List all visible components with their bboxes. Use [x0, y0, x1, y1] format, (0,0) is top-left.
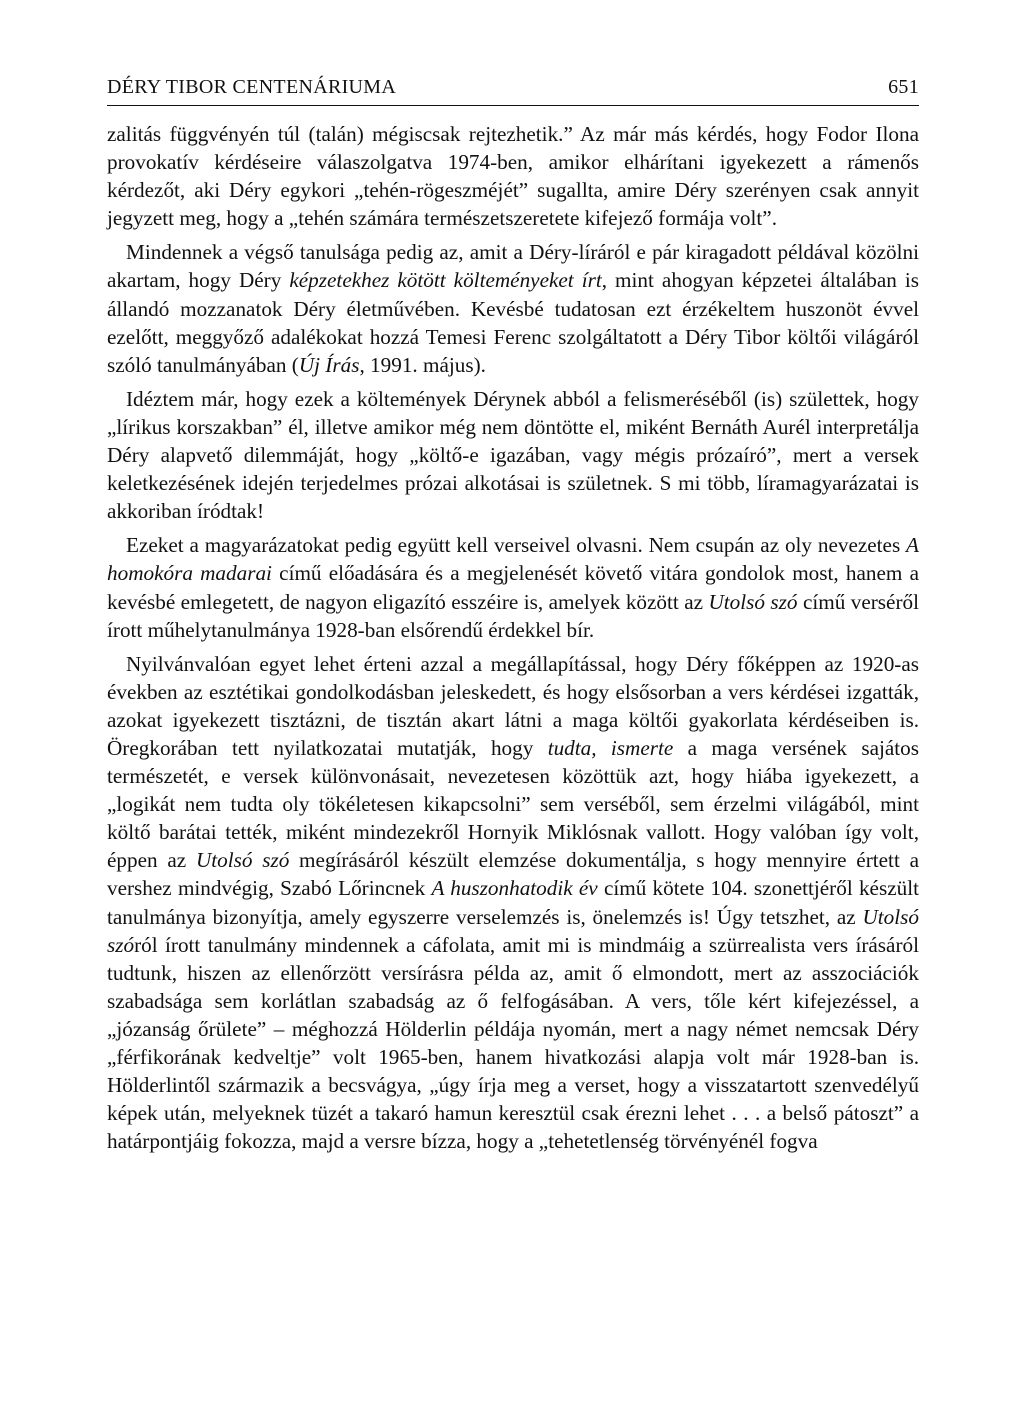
- italic-run: Utolsó szó: [708, 589, 798, 614]
- italic-run: képzetekhez kötött költeményeket írt: [289, 268, 602, 293]
- italic-run: A homokóra madarai: [107, 533, 919, 586]
- italic-run: Utolsó szó: [195, 848, 290, 873]
- body-text: [107, 120, 919, 1155]
- text-run: megírásáról készült elemzése dokumentálja, s hogy mennyire értett a vershez mindvégig, Szabó Lőrincnek: [107, 848, 919, 901]
- paragraph: [107, 385, 919, 525]
- text-run: , 1991. május).: [359, 352, 486, 377]
- running-title: DÉRY TIBOR CENTENÁRIUMA: [107, 76, 397, 98]
- italic-run: Új Írás: [298, 352, 360, 377]
- page-number: 651: [888, 76, 919, 98]
- text-run: Mindennek a végső tanulsága pedig az, amit a Déry-líráról e pár kiragadott példával közölni akartam, hogy Déry: [107, 240, 919, 293]
- italic-run: A huszonhatodik év: [431, 876, 598, 901]
- italic-run: tudta, ismerte: [547, 735, 674, 760]
- paragraph: [107, 120, 919, 232]
- running-header: [107, 76, 919, 106]
- document-page: [107, 76, 919, 1161]
- text-run: című előadására és a megjelenését követő vitára gondolok most, hanem a kevésbé emlegetett, de nagyon eligazító esszéire is, amelyek között az: [107, 561, 920, 614]
- paragraph: [107, 238, 919, 378]
- text-run: című verséről írott műhelytanulmánya 1928-ban elsőrendű érdekkel bír.: [107, 589, 919, 642]
- text-run: című kötete 104. szonettjéről készült tanulmánya bizonyítja, amely egyszerre verselemzés is, önelemzés is! Úgy tetszhet, az: [107, 876, 919, 929]
- paragraph: [107, 650, 919, 1156]
- text-run: ról írott tanulmány mindennek a cáfolata, amit mi is mindmáig a szürrealista vers írásáról tudtunk, hiszen az ellenőrzött versírásra példa az, amit ő elmondott, mert az asszociációk szabadsága sem korlátlan szabadság az ő felfogásában. A vers, tőle kért kifejezéssel, a „józanság őrülete” – méghozzá Hölderlin példája nyomán, mert a nagy német nemcsak Déry „férfikorának kedveltje” volt 1965-ben, hanem hivatkozási alapja volt már 1928-ban is. Hölderlintől származik a becsvágya, „úgy írja meg a verset, hogy a visszatartott szenvedélyű képek után, melyeknek tüzét a takaró hamun keresztül csak érezni lehet . . . a belső pátoszt” a határpontjáig fokozza, majd a versre bízza, hogy a „tehetetlenség törvényénél fogva: [107, 932, 919, 1154]
- italic-run: Utolsó szó: [107, 904, 919, 957]
- paragraph: [107, 531, 919, 643]
- text-run: a maga versének sajátos természetét, e versek különvonásait, nevezetesen közöttük azt, hogy hiába igyekezett, a „logikát nem tudta oly tökéletesen kikapcsolni” sem verséből, sem érzelmi világából, mint költő barátai tették, miként mindezekről Hornyik Miklósnak vallott. Hogy valóban így volt, éppen az: [107, 735, 919, 873]
- text-run: , mint ahogyan képzetei általában is állandó mozzanatok Déry életművében. Kevésbé tudatosan ezt érzékeltem huszonöt évvel ezelőtt, meggyőző adalékokat hozzá Temesi Ferenc szolgáltatott a Déry Tibor költői világáról szóló tanulmányában (: [107, 268, 919, 377]
- text-run: zalitás függvényén túl (talán) mégiscsak rejtezhetik.” Az már más kérdés, hogy Fodor Ilona provokatív kérdéseire válaszolgatva 1974-ben, amikor elhárítani igyekezett a rámenős kérdezőt, aki Déry egykori „tehén-rögeszméjét” sugallta, amire Déry szerényen csak annyit jegyzett meg, hogy a „tehén számára természetszeretete kifejező formája volt”.: [107, 122, 919, 231]
- text-run: Ezeket a magyarázatokat pedig együtt kell verseivel olvasni. Nem csupán az oly nevezetes: [126, 533, 907, 558]
- text-run: Idéztem már, hogy ezek a költemények Dérynek abból a felismeréséből (is) születtek, hogy „lírikus korszakban” él, illetve amikor még nem döntötte el, miként Bernáth Aurél interpretálja Déry alapvető dilemmáját, hogy „költő-e igazában, vagy mégis prózaíró”, mert a versek keletkezésének idején terjedelmes prózai alkotásai is születnek. S mi több, líramagyarázatai is akkoriban íródtak!: [107, 386, 919, 524]
- text-run: Nyilvánvalóan egyet lehet érteni azzal a megállapítással, hogy Déry főképpen az 1920-as években az esztétikai gondolkodásban jeleskedett, és hogy elsősorban a vers kérdései izgatták, azokat igyekezett tisztázni, de tisztán akart látni a maga költői gyakorlata kérdéseiben is. Öregkorában tett nyilatkozatai mutatják, hogy: [107, 651, 919, 760]
